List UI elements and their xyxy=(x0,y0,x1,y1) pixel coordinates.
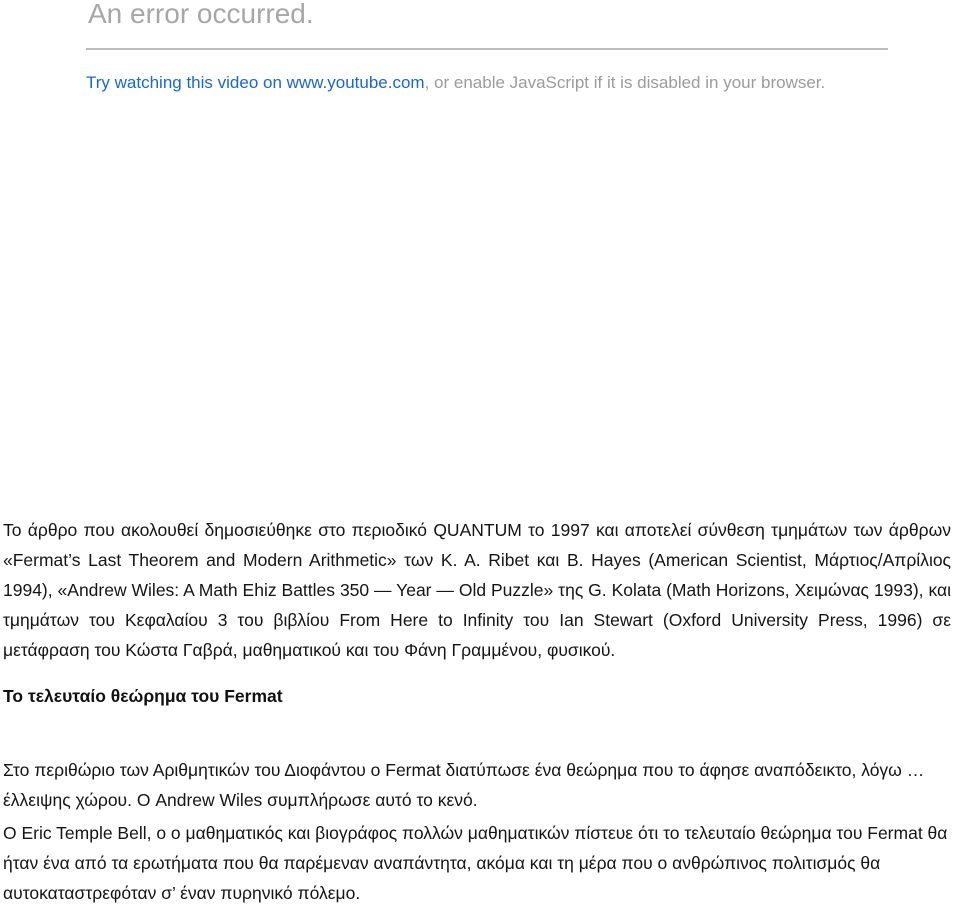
embedded-video-error xyxy=(86,0,888,130)
article-paragraph: Ο Eric Temple Bell, ο ο μαθηματικός και βιογράφος πολλών μαθηματικών πίστευε ότι το τελευταίο θεώρημα του Fermat θα ήταν ένα από τα ερωτήματα που θα παρέμεναν αναπάντητα, ακόμα και τη μέρα που ο ανθρώπινος πολιτισμός θα αυτοκαταστρεφόταν σ’ έναν πυρηνικό πόλεμο. xyxy=(3,823,948,903)
javascript-instruction-text: , or enable JavaScript if it is disabled in your browser. xyxy=(424,73,826,92)
video-error-divider xyxy=(86,48,888,50)
article-intro-paragraph: Το άρθρο που ακολουθεί δημοσιεύθηκε στο περιοδικό QUANTUM το 1997 και αποτελεί σύνθεση τμημάτων των άρθρων «Fermat’s Last Theorem and Modern Arithmetic» των K. A. Ribet και B. Hayes (American Scientist, Μάρτιος/Απρίλιος 1994), «Andrew Wiles: A Math Ehiz Battles 350 — Year — Old Puzzle» της G. Kolata (Math Horizons, Χειμώνας 1993), και τμημάτων του Κεφαλαίου 3 του βιβλίου From Here to Infinity του Ian Stewart (Oxford University Press, 1996) σε μετάφραση του Κώστα Γαβρά, μαθηματικού και του Φάνη Γραμμένου, φυσικού. xyxy=(3,520,951,660)
article-content xyxy=(3,515,951,908)
video-error-title: An error occurred. xyxy=(88,0,314,29)
article-paragraph: Στο περιθώριο των Αριθμητικών του Διοφάντου ο Fermat διατύπωσε ένα θεώρημα που το άφησε αναπόδεικτο, λόγω … έλλειψης χώρου. Ο Andrew Wiles συμπλήρωσε αυτό το κενό. xyxy=(3,760,925,810)
article-section-heading: Το τελευταίο θεώρημα του Fermat xyxy=(3,686,283,706)
youtube-watch-link[interactable]: Try watching this video on www.youtube.com xyxy=(86,73,425,92)
video-error-message xyxy=(86,72,846,94)
